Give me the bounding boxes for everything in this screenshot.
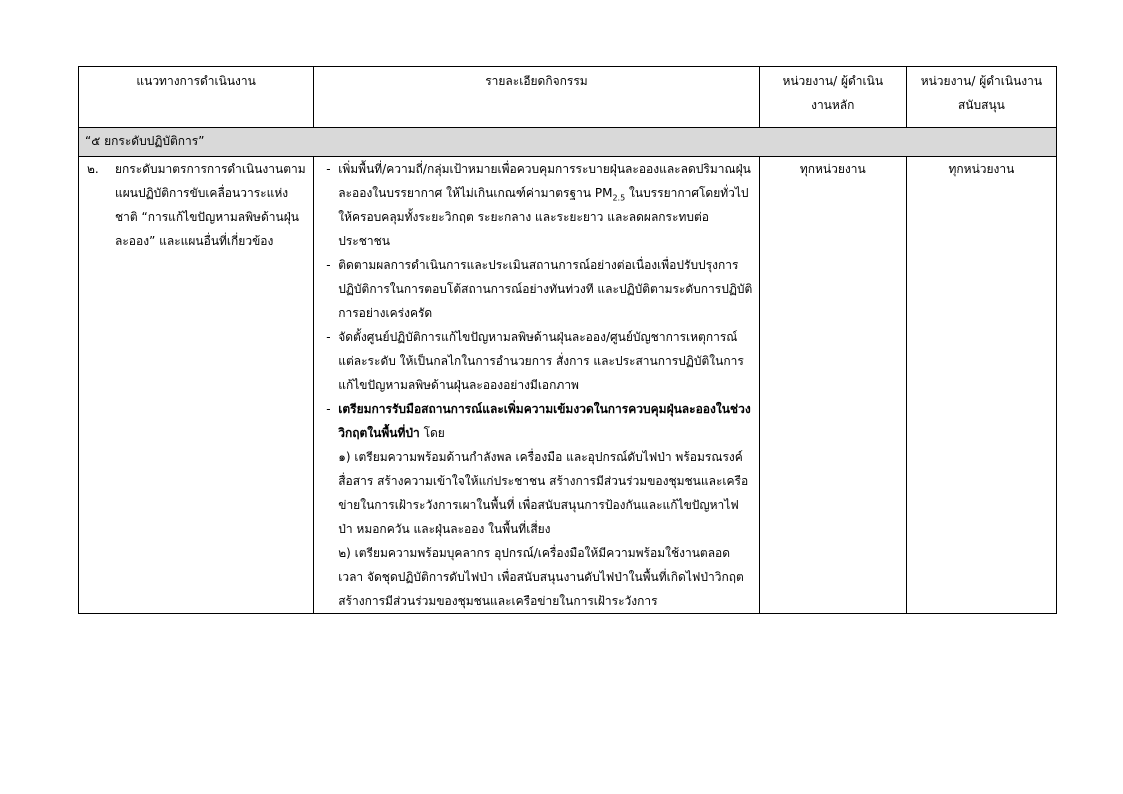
bullet-dash: - (326, 402, 331, 416)
activity-item (320, 397, 752, 445)
activity-text: เพิ่มพื้นที่/ความถี่/กลุ่มเป้าหมายเพื่อควบคุมการระบายฝุ่นละอองและลดปริมาณฝุ่นละอองในบรรยากาศ ให้ไม่เกินเกณฑ์ค่ามาตรฐาน PM (338, 162, 751, 200)
bullet-dash: - (326, 162, 331, 176)
header-main-agency (759, 67, 906, 128)
header-main-agency-text: หน่วยงาน/ ผู้ดำเนินงานหลัก (782, 74, 884, 112)
guideline-cell (79, 157, 314, 614)
row-number: ๒. (87, 162, 99, 176)
bullet-dash: - (326, 258, 331, 272)
activity-text-continued: ในบรรยากาศโดยทั่วไปให้ครอบคลุมทั้งระยะวิกฤต ระยะกลาง และระยะยาว และลดผลกระทบต่อประชาชน (338, 186, 749, 248)
activity-text: ติดตามผลการดำเนินการและประเมินสถานการณ์อย่างต่อเนื่องเพื่อปรับปรุงการปฏิบัติการในการตอบโต้สถานการณ์อย่างทันท่วงที และปฏิบัติตามระดับการปฏิบัติการอย่างเคร่งครัด (338, 258, 753, 320)
header-support-agency (906, 67, 1056, 128)
activity-item (320, 325, 752, 397)
section-label: “๕ ยกระดับปฏิบัติการ” (79, 128, 1057, 157)
table-header-row (79, 67, 1057, 128)
sub-item: ๑) เตรียมความพร้อมด้านกำลังพล เครื่องมือ และอุปกรณ์ดับไฟป่า พร้อมรณรงค์ สื่อสาร สร้างความเข้าใจให้แก่ประชาชน สร้างการมีส่วนร่วมของชุมชนและเครือข่ายในการเฝ้าระวังการเผาในพื้นที่ เพื่อสนับสนุนการป้องกันและแก้ไขปัญหาไฟป่า หมอกควัน และฝุ่นละออง ในพื้นที่เสี่ยง (338, 450, 749, 536)
support-agency-cell: ทุกหน่วยงาน (906, 157, 1056, 614)
bullet-dash: - (326, 330, 331, 344)
activity-bold-text: เตรียมการรับมือสถานการณ์และเพิ่มความเข้มงวดในการควบคุมฝุ่นละอองในช่วงวิกฤตในพื้นที่ป่า (338, 402, 751, 440)
activity-item (320, 253, 752, 325)
activity-text: โดย (419, 426, 445, 440)
activity-item (320, 157, 752, 253)
guideline-text: ยกระดับมาตรการการดำเนินงานตามแผนปฏิบัติการขับเคลื่อนวาระแห่งชาติ “การแก้ไขปัญหามลพิษด้านฝุ่นละออง” และแผนอื่นที่เกี่ยวข้อง (115, 162, 306, 248)
header-activities: รายละเอียดกิจกรรม (314, 67, 759, 128)
section-row (79, 128, 1057, 157)
header-support-agency-text: หน่วยงาน/ ผู้ดำเนินงานสนับสนุน (920, 74, 1043, 112)
activity-table (78, 66, 1057, 614)
table-row (79, 157, 1057, 614)
header-guideline: แนวทางการดำเนินงาน (79, 67, 314, 128)
activity-text: จัดตั้งศูนย์ปฏิบัติการแก้ไขปัญหามลพิษด้านฝุ่นละออง/ศูนย์บัญชาการเหตุการณ์ แต่ละระดับ ให้เป็นกลไกในการอำนวยการ สั่งการ และประสานการปฏิบัติในการแก้ไขปัญหามลพิษด้านฝุ่นละอองอย่างมีเอกภาพ (338, 330, 744, 392)
pm-subscript: 2.5 (612, 193, 626, 203)
main-agency-cell: ทุกหน่วยงาน (759, 157, 906, 614)
activities-cell (314, 157, 759, 614)
sub-item: ๒) เตรียมความพร้อมบุคลากร อุปกรณ์/เครื่องมือให้มีความพร้อมใช้งานตลอดเวลา จัดชุดปฏิบัติการดับไฟป่า เพื่อสนับสนุนงานดับไฟป่าในพื้นที่เกิดไฟป่าวิกฤต สร้างการมีส่วนร่วมของชุมชนและเครือข่ายในการเฝ้าระวังการ (338, 546, 744, 608)
